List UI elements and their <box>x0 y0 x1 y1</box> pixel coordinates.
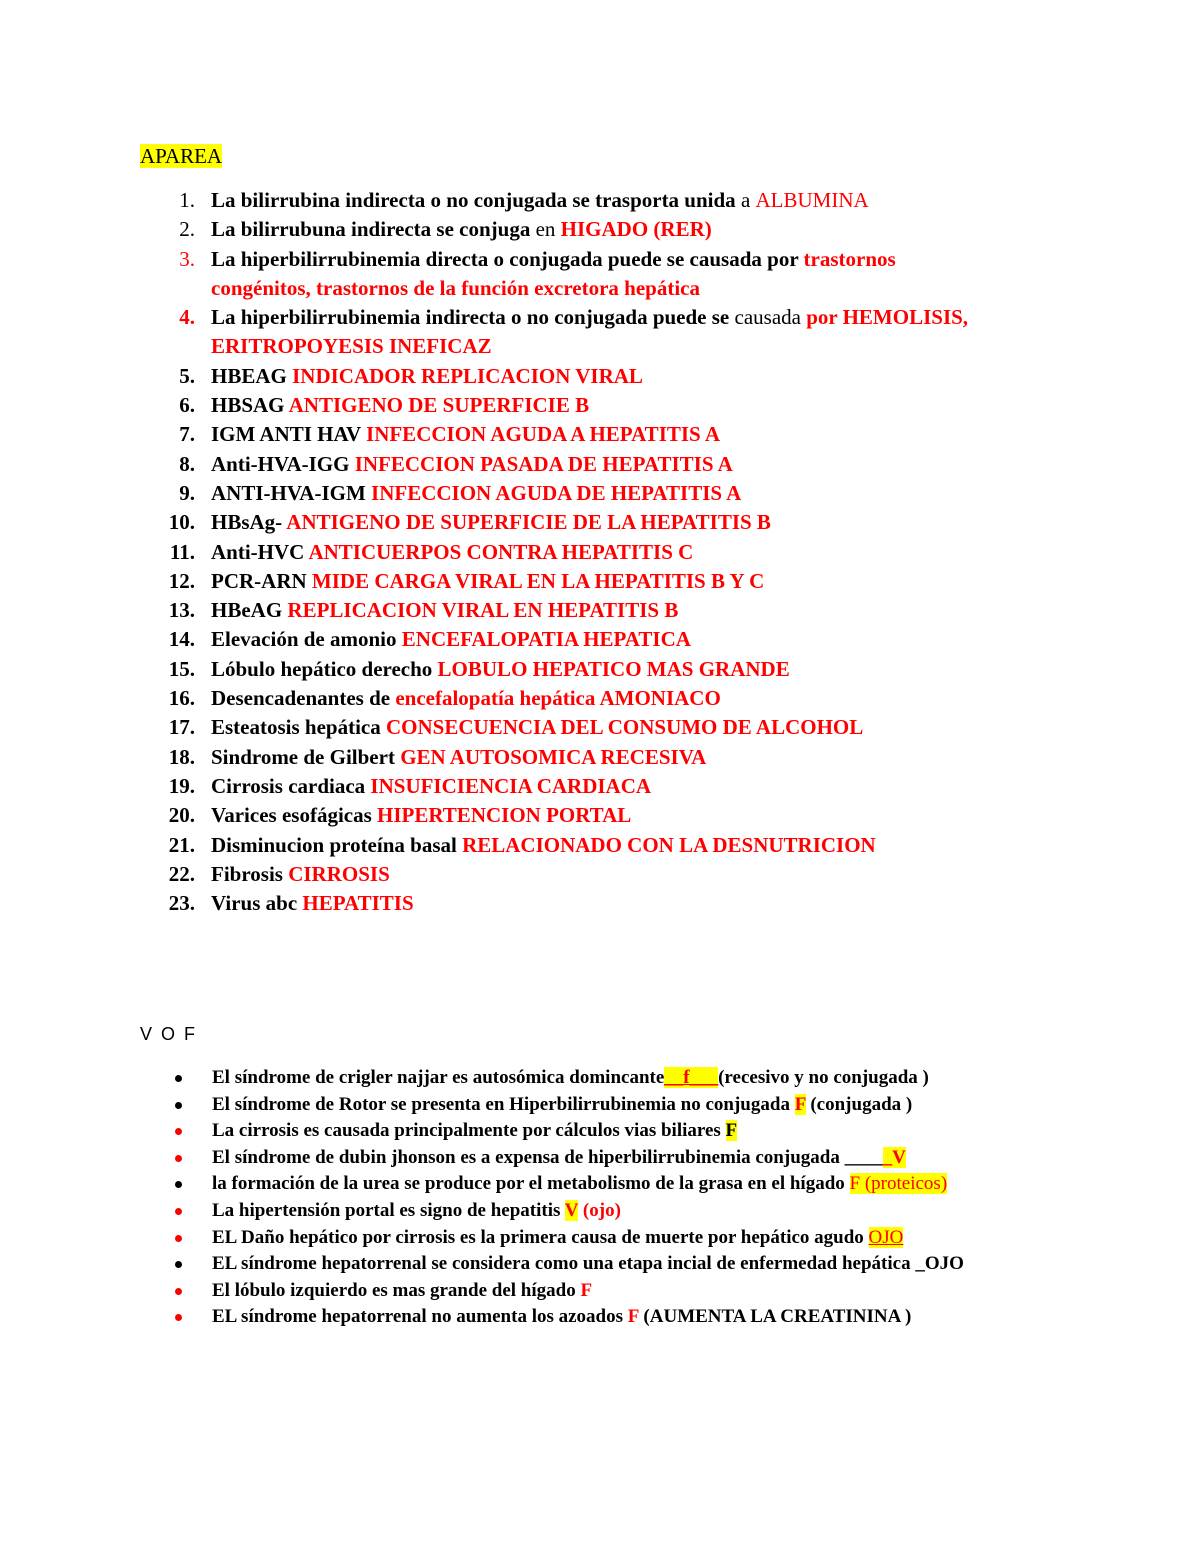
vof-answer: _V <box>882 1146 906 1168</box>
item-question: La hiperbilirrubinemia indirecta o no conjugada puede se <box>211 305 735 330</box>
aparea-item-4 <box>0 303 991 362</box>
vof-answer: F (proteicos) <box>849 1173 948 1195</box>
item-answer: por HEMOLISIS, ERITROPOYESIS INEFICAZ <box>211 305 969 359</box>
aparea-item-3 <box>0 245 991 304</box>
vof-list <box>0 1065 1042 1331</box>
aparea-item-21 <box>0 831 991 860</box>
vof-note: (AUMENTA LA CREATININA ) <box>638 1306 912 1328</box>
vof-statement: El síndrome de dubin jhonson es a expensa de hiperbilirrubinemia conjugada ____ <box>212 1146 883 1168</box>
vof-answer: F <box>627 1306 639 1328</box>
vof-statement: El síndrome de Rotor se presenta en Hiperbilirrubinemia no conjugada <box>212 1093 795 1115</box>
vof-statement: EL síndrome hepatorrenal se considera como una etapa incial de enfermedad hepática _OJO <box>212 1253 964 1275</box>
item-answer: REPLICACION VIRAL EN HEPATITIS B <box>287 598 679 623</box>
vof-item-7 <box>0 1225 1042 1252</box>
aparea-item-7 <box>0 420 991 449</box>
vof-statement: La hipertensión portal es signo de hepatitis <box>212 1199 565 1221</box>
item-number: 5. <box>179 363 195 388</box>
bullet-icon <box>175 1314 182 1321</box>
item-question: Esteatosis hepática <box>211 715 381 740</box>
vof-item-2 <box>0 1092 1042 1119</box>
item-question: La bilirrubuna indirecta se conjuga <box>211 217 536 242</box>
item-number: 6. <box>179 393 195 418</box>
section-title-aparea <box>140 143 222 169</box>
aparea-item-13 <box>0 596 991 625</box>
vof-statement: la formación de la urea se produce por el metabolismo de la grasa en el hígado <box>212 1173 850 1195</box>
item-number: 1. <box>179 188 195 212</box>
bullet-icon <box>175 1102 182 1109</box>
item-number: 4. <box>179 305 195 330</box>
aparea-item-23 <box>0 889 991 918</box>
aparea-item-14 <box>0 625 991 654</box>
aparea-item-22 <box>0 860 991 889</box>
item-number: 19. <box>168 773 195 798</box>
item-question: Varices esofágicas <box>211 803 372 828</box>
aparea-item-9 <box>0 479 991 508</box>
item-number: 17. <box>168 715 195 740</box>
vof-statement: EL síndrome hepatorrenal no aumenta los azoados <box>212 1306 628 1328</box>
bullet-icon <box>175 1075 182 1082</box>
vof-answer: V <box>564 1199 579 1221</box>
item-answer: LOBULO HEPATICO MAS GRANDE <box>437 656 790 681</box>
item-answer: ANTIGENO DE SUPERFICIE DE LA HEPATITIS B <box>286 510 771 535</box>
item-question-tail: a <box>740 188 751 212</box>
vof-note: (conjugada ) <box>805 1093 913 1115</box>
aparea-item-15 <box>0 655 991 684</box>
item-number: 10. <box>168 510 195 535</box>
item-number: 15. <box>168 656 195 681</box>
aparea-list <box>0 186 991 918</box>
item-number: 3. <box>179 246 195 271</box>
aparea-item-1 <box>0 186 991 215</box>
vof-item-8 <box>0 1251 1042 1278</box>
item-question: HBeAG <box>211 598 283 623</box>
item-question: La bilirrubina indirecta o no conjugada se trasporta unida <box>211 188 741 212</box>
item-answer: GEN AUTOSOMICA RECESIVA <box>400 744 707 769</box>
vof-item-9 <box>0 1278 1042 1305</box>
item-answer: HEPATITIS <box>302 891 414 916</box>
item-answer: encefalopatía hepática AMONIACO <box>395 686 721 711</box>
aparea-item-17 <box>0 713 991 742</box>
aparea-item-5 <box>0 362 991 391</box>
item-answer: INFECCION PASADA DE HEPATITIS A <box>354 451 733 476</box>
aparea-item-16 <box>0 684 991 713</box>
item-question: Lóbulo hepático derecho <box>211 656 433 681</box>
vof-answer: F <box>725 1120 738 1142</box>
item-answer: INDICADOR REPLICACION VIRAL <box>292 363 643 388</box>
item-answer: ENCEFALOPATIA HEPATICA <box>401 627 691 652</box>
item-question: IGM ANTI HAV <box>211 422 361 447</box>
item-answer: MIDE CARGA VIRAL EN LA HEPATITIS B Y C <box>311 568 765 593</box>
item-number: 18. <box>168 744 195 769</box>
item-number: 7. <box>179 422 195 447</box>
vof-item-6 <box>0 1198 1042 1225</box>
bullet-icon <box>175 1235 182 1242</box>
vof-item-10 <box>0 1304 1042 1331</box>
item-question: Virus abc <box>211 891 298 916</box>
vof-statement: La cirrosis es causada principalmente por cálculos vias biliares <box>212 1120 726 1142</box>
item-question: PCR-ARN <box>211 568 307 593</box>
item-number: 20. <box>168 803 195 828</box>
item-answer: ALBUMINA <box>755 188 869 212</box>
item-number: 23. <box>168 891 195 916</box>
vof-answer: F <box>580 1279 593 1301</box>
item-question: HBEAG <box>211 363 287 388</box>
item-question: La hiperbilirrubinemia directa o conjugada puede se causada por <box>211 246 799 271</box>
item-number: 16. <box>168 686 195 711</box>
item-answer: trastornos congénitos, trastornos de la función excretora hepática <box>211 246 896 300</box>
item-number: 21. <box>168 832 195 857</box>
item-number: 14. <box>168 627 195 652</box>
item-question: Desencadenantes de <box>211 686 391 711</box>
item-number: 13. <box>168 598 195 623</box>
vof-item-5 <box>0 1171 1042 1198</box>
item-question: Elevación de amonio <box>211 627 397 652</box>
aparea-heading: APAREA <box>140 144 223 168</box>
bullet-icon <box>175 1155 182 1162</box>
item-question: Fibrosis <box>211 861 283 886</box>
bullet-icon <box>175 1181 182 1188</box>
item-question-tail: causada <box>734 305 801 330</box>
bullet-icon <box>175 1208 182 1215</box>
item-question: Disminucion proteína basal <box>211 832 457 857</box>
item-number: 9. <box>179 480 195 505</box>
vof-note: (recesivo y no conjugada ) <box>718 1067 929 1088</box>
item-answer: CONSECUENCIA DEL CONSUMO DE ALCOHOL <box>386 715 864 740</box>
vof-statement: El lóbulo izquierdo es mas grande del hígado <box>212 1279 581 1301</box>
item-answer: INFECCION AGUDA A HEPATITIS A <box>366 422 720 447</box>
aparea-item-12 <box>0 567 991 596</box>
item-question: HBsAg- <box>211 510 283 535</box>
aparea-item-19 <box>0 772 991 801</box>
item-answer: RELACIONADO CON LA DESNUTRICION <box>462 832 876 857</box>
item-number: 11. <box>169 539 195 564</box>
item-answer: INSUFICIENCIA CARDIACA <box>370 773 652 798</box>
item-answer: ANTIGENO DE SUPERFICIE B <box>288 393 590 418</box>
bullet-icon <box>175 1288 182 1295</box>
item-question: Sindrome de Gilbert <box>211 744 395 769</box>
vof-answer: F <box>794 1093 806 1115</box>
item-question: Anti-HVC <box>211 539 305 564</box>
vof-item-1 <box>0 1065 1042 1092</box>
aparea-item-11 <box>0 538 991 567</box>
vof-item-3 <box>0 1118 1042 1145</box>
vof-statement: El síndrome de crigler najjar es autosómica domincante <box>212 1067 665 1088</box>
item-question-tail: en <box>535 217 556 242</box>
vof-statement: EL Daño hepático por cirrosis es la primera causa de muerte por hepático agudo <box>212 1226 869 1248</box>
item-answer: HIGADO (RER) <box>560 217 712 242</box>
item-number: 8. <box>179 451 195 476</box>
vof-note: (ojo) <box>578 1199 621 1221</box>
bullet-icon <box>175 1128 182 1135</box>
item-number: 2. <box>179 217 195 242</box>
item-question: Cirrosis cardiaca <box>211 773 366 798</box>
aparea-item-8 <box>0 450 991 479</box>
section-title-vof: V O F <box>140 1024 198 1044</box>
item-number: 22. <box>168 861 195 886</box>
item-answer: INFECCION AGUDA DE HEPATITIS A <box>371 480 742 505</box>
item-answer: HIPERTENCION PORTAL <box>377 803 632 828</box>
item-question: ANTI-HVA-IGM <box>211 480 366 505</box>
aparea-item-18 <box>0 743 991 772</box>
vof-answer: OJO <box>868 1226 904 1248</box>
item-answer: ANTICUERPOS CONTRA HEPATITIS C <box>308 539 694 564</box>
item-question: Anti-HVA-IGG <box>211 451 350 476</box>
item-question: HBSAG <box>211 393 285 418</box>
item-number: 12. <box>168 568 195 593</box>
aparea-item-10 <box>0 508 991 537</box>
vof-item-4 <box>0 1145 1042 1172</box>
bullet-icon <box>175 1261 182 1268</box>
aparea-item-2 <box>0 215 991 244</box>
vof-answer: __f___ <box>664 1067 719 1088</box>
item-answer: CIRROSIS <box>288 861 390 886</box>
aparea-item-20 <box>0 801 991 830</box>
aparea-item-6 <box>0 391 991 420</box>
